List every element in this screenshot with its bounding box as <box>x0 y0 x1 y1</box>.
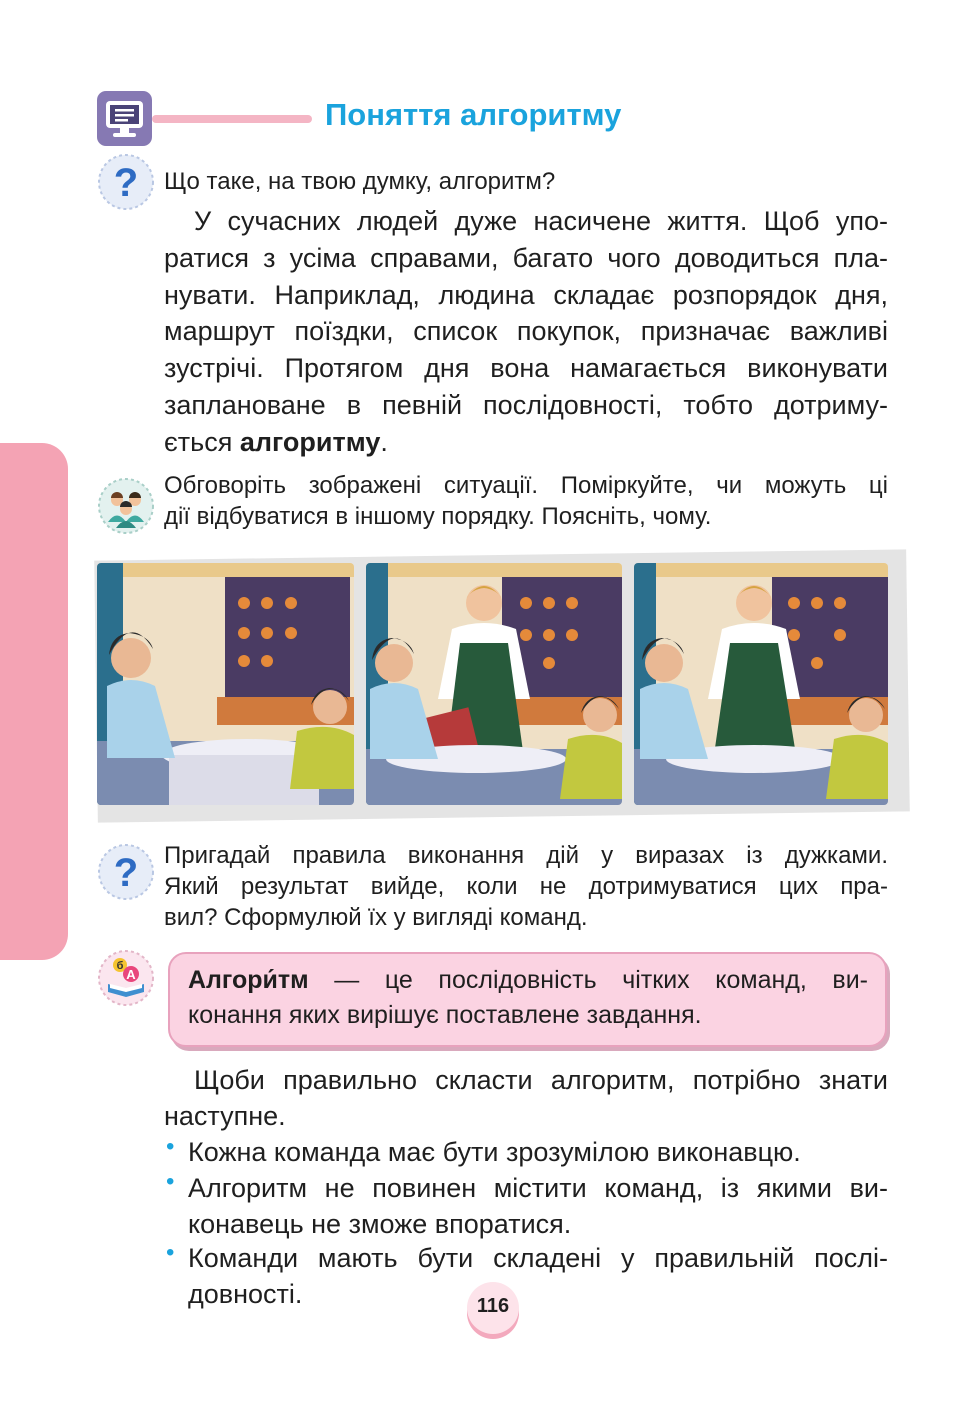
svg-text:б: б <box>116 960 124 972</box>
question2-text <box>164 840 888 933</box>
title-rule <box>152 115 312 123</box>
illustration-2 <box>366 563 622 805</box>
paragraph-line: маршрут поїздки, список покупок, призначає важливі <box>164 316 888 347</box>
bullet-item <box>188 1170 888 1242</box>
discussion-line: дії відбуватися в іншому порядку. Поясніть, чому. <box>164 503 712 530</box>
definition-line: конання яких вирішує поставлене завдання. <box>188 1001 702 1029</box>
bullet-item <box>188 1134 888 1170</box>
question-text: Що таке, на твою думку, алгоритм? <box>164 168 556 195</box>
discussion-text <box>164 470 888 532</box>
section-title: Поняття алгоритму <box>325 97 622 132</box>
paragraph-text: ється <box>164 426 240 457</box>
paragraph-text: . <box>380 426 388 457</box>
definition-text <box>188 963 868 1033</box>
paragraph-line: нувати. Наприклад, людина складає розпорядок дня, <box>164 279 888 310</box>
bullet-item <box>188 1240 888 1312</box>
definition-text-part: — це послідовність чітких команд, ви- <box>308 966 868 994</box>
question2-line: Пригадай правила виконання дій у виразах із дужками. <box>164 842 888 869</box>
discussion-line: Обговоріть зображені ситуації. Поміркуйте, чи можуть ці <box>164 472 888 499</box>
question2-line: вил? Сформулюй їх у вигляді команд. <box>164 904 588 931</box>
paragraph-line: заплановане в певній послідовності, тобто дотриму- <box>164 389 888 420</box>
svg-text:?: ? <box>113 161 139 205</box>
bullet-dot: • <box>166 1239 175 1266</box>
bullet-line: Команди мають бути складені у правильній послі- <box>188 1243 888 1273</box>
bullet-line: довності. <box>188 1279 303 1309</box>
illustration-3 <box>634 563 888 805</box>
svg-text:А: А <box>126 967 136 982</box>
requirements-intro-line: наступне. <box>164 1101 286 1131</box>
question2-line: Який результат вийде, коли не дотримуватися цих пра- <box>164 873 888 900</box>
paragraph-line: зустрічі. Протягом дня вона намагається виконувати <box>164 353 888 384</box>
paragraph-line: ратися з усіма справами, багато чого доводиться пла- <box>164 242 888 273</box>
illustration-1 <box>97 563 354 805</box>
question-mark-icon <box>96 152 156 212</box>
page-number: 116 <box>476 1295 510 1317</box>
paragraph-line: У сучасних людей дуже насичене життя. Щоб упо- <box>194 206 888 236</box>
svg-text:?: ? <box>113 851 139 895</box>
bullet-line: Кожна команда має бути зрозумілою виконавцю. <box>188 1137 801 1167</box>
definition-term: Алгори́тм <box>188 966 309 994</box>
group-discussion-icon <box>96 476 156 536</box>
bullet-line: конавець не зможе впоратися. <box>188 1209 572 1239</box>
intro-paragraph <box>164 203 888 461</box>
abc-book-icon <box>96 948 156 1008</box>
bullet-dot: • <box>166 1168 175 1195</box>
definition-line <box>188 963 868 998</box>
bullet-line: Алгоритм не повинен містити команд, із якими ви- <box>188 1173 888 1203</box>
requirements-block <box>164 1062 888 1134</box>
side-tab <box>0 443 68 960</box>
computer-monitor-icon <box>97 91 152 146</box>
paragraph-line-last <box>164 424 888 461</box>
requirements-intro-line: Щоби правильно скласти алгоритм, потрібно знати <box>194 1065 888 1095</box>
key-term: алгоритму <box>239 426 381 457</box>
question-mark-icon <box>96 842 156 902</box>
bullet-dot: • <box>166 1133 175 1160</box>
